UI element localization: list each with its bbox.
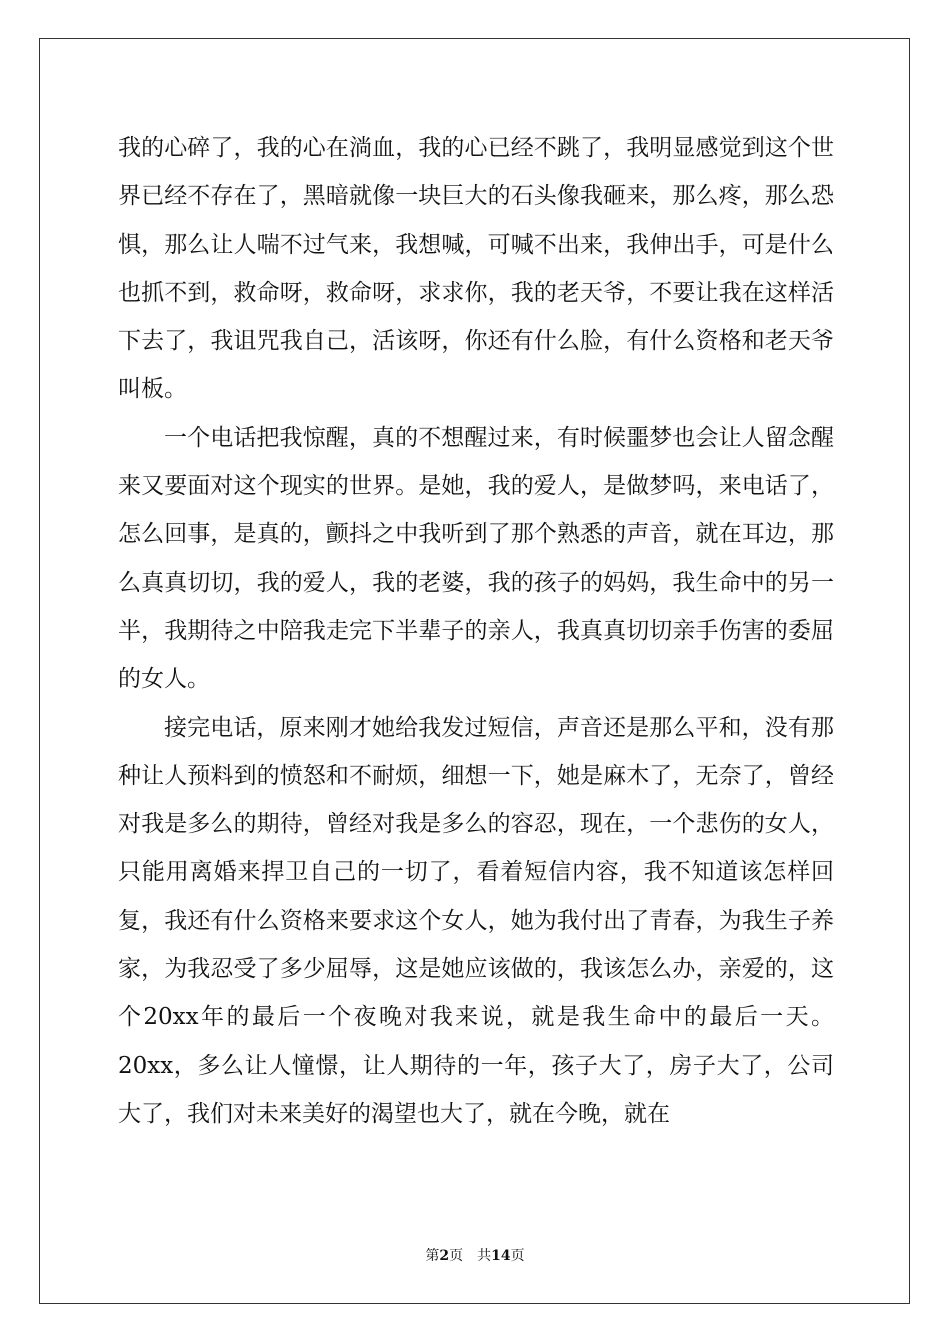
paragraph-2: 一个电话把我惊醒，真的不想醒过来，有时候噩梦也会让人留念醒来又要面对这个现实的世界。是她，我的爱人，是做梦吗，来电话了，怎么回事，是真的，颤抖之中我听到了那个熟悉的声音，就在耳边，那么真真切切，我的爱人，我的老婆，我的孩子的妈妈，我生命中的另一半，我期待之中陪我走完下半辈子的亲人，我真真切切亲手伤害的委屈的女人。 [118, 424, 834, 693]
page-footer [0, 1245, 950, 1265]
current-page-number: 2 [439, 1248, 450, 1264]
total-label-suffix: 页 [510, 1248, 525, 1264]
total-pages-number: 14 [491, 1248, 511, 1264]
paragraph-3: 接完电话，原来刚才她给我发过短信，声音还是那么平和，没有那种让人预料到的愤怒和不耐烦，细想一下，她是麻木了，无奈了，曾经对我是多么的期待，曾经对我是多么的容忍，现在，一个悲伤的女人，只能用离婚来捍卫自己的一切了，看着短信内容，我不知道该怎样回复，我还有什么资格来要求这个女人，她为我付出了青春，为我生子养家，为我忍受了多少屈辱，这是她应该做的，我该怎么办，亲爱的，这个20xx年的最后一个夜晚对我来说，就是我生命中的最后一天。20xx，多么让人憧憬，让人期待的一年，孩子大了，房子大了，公司大了，我们对未来美好的渴望也大了，就在今晚，就在 [118, 714, 834, 1127]
paragraph-1: 我的心碎了，我的心在淌血，我的心已经不跳了，我明显感觉到这个世界已经不存在了，黑暗就像一块巨大的石头像我砸来，那么疼，那么恐惧，那么让人喘不过气来，我想喊，可喊不出来，我伸出手，可是什么也抓不到，救命呀，救命呀，求求你，我的老天爷，不要让我在这样活下去了，我诅咒我自己，活该呀，你还有什么脸，有什么资格和老天爷叫板。 [118, 135, 834, 403]
page-label-suffix: 页 [449, 1248, 464, 1264]
document-body [118, 124, 834, 1138]
page-label-prefix: 第 [425, 1248, 440, 1264]
total-label-prefix: 共 [477, 1248, 492, 1264]
